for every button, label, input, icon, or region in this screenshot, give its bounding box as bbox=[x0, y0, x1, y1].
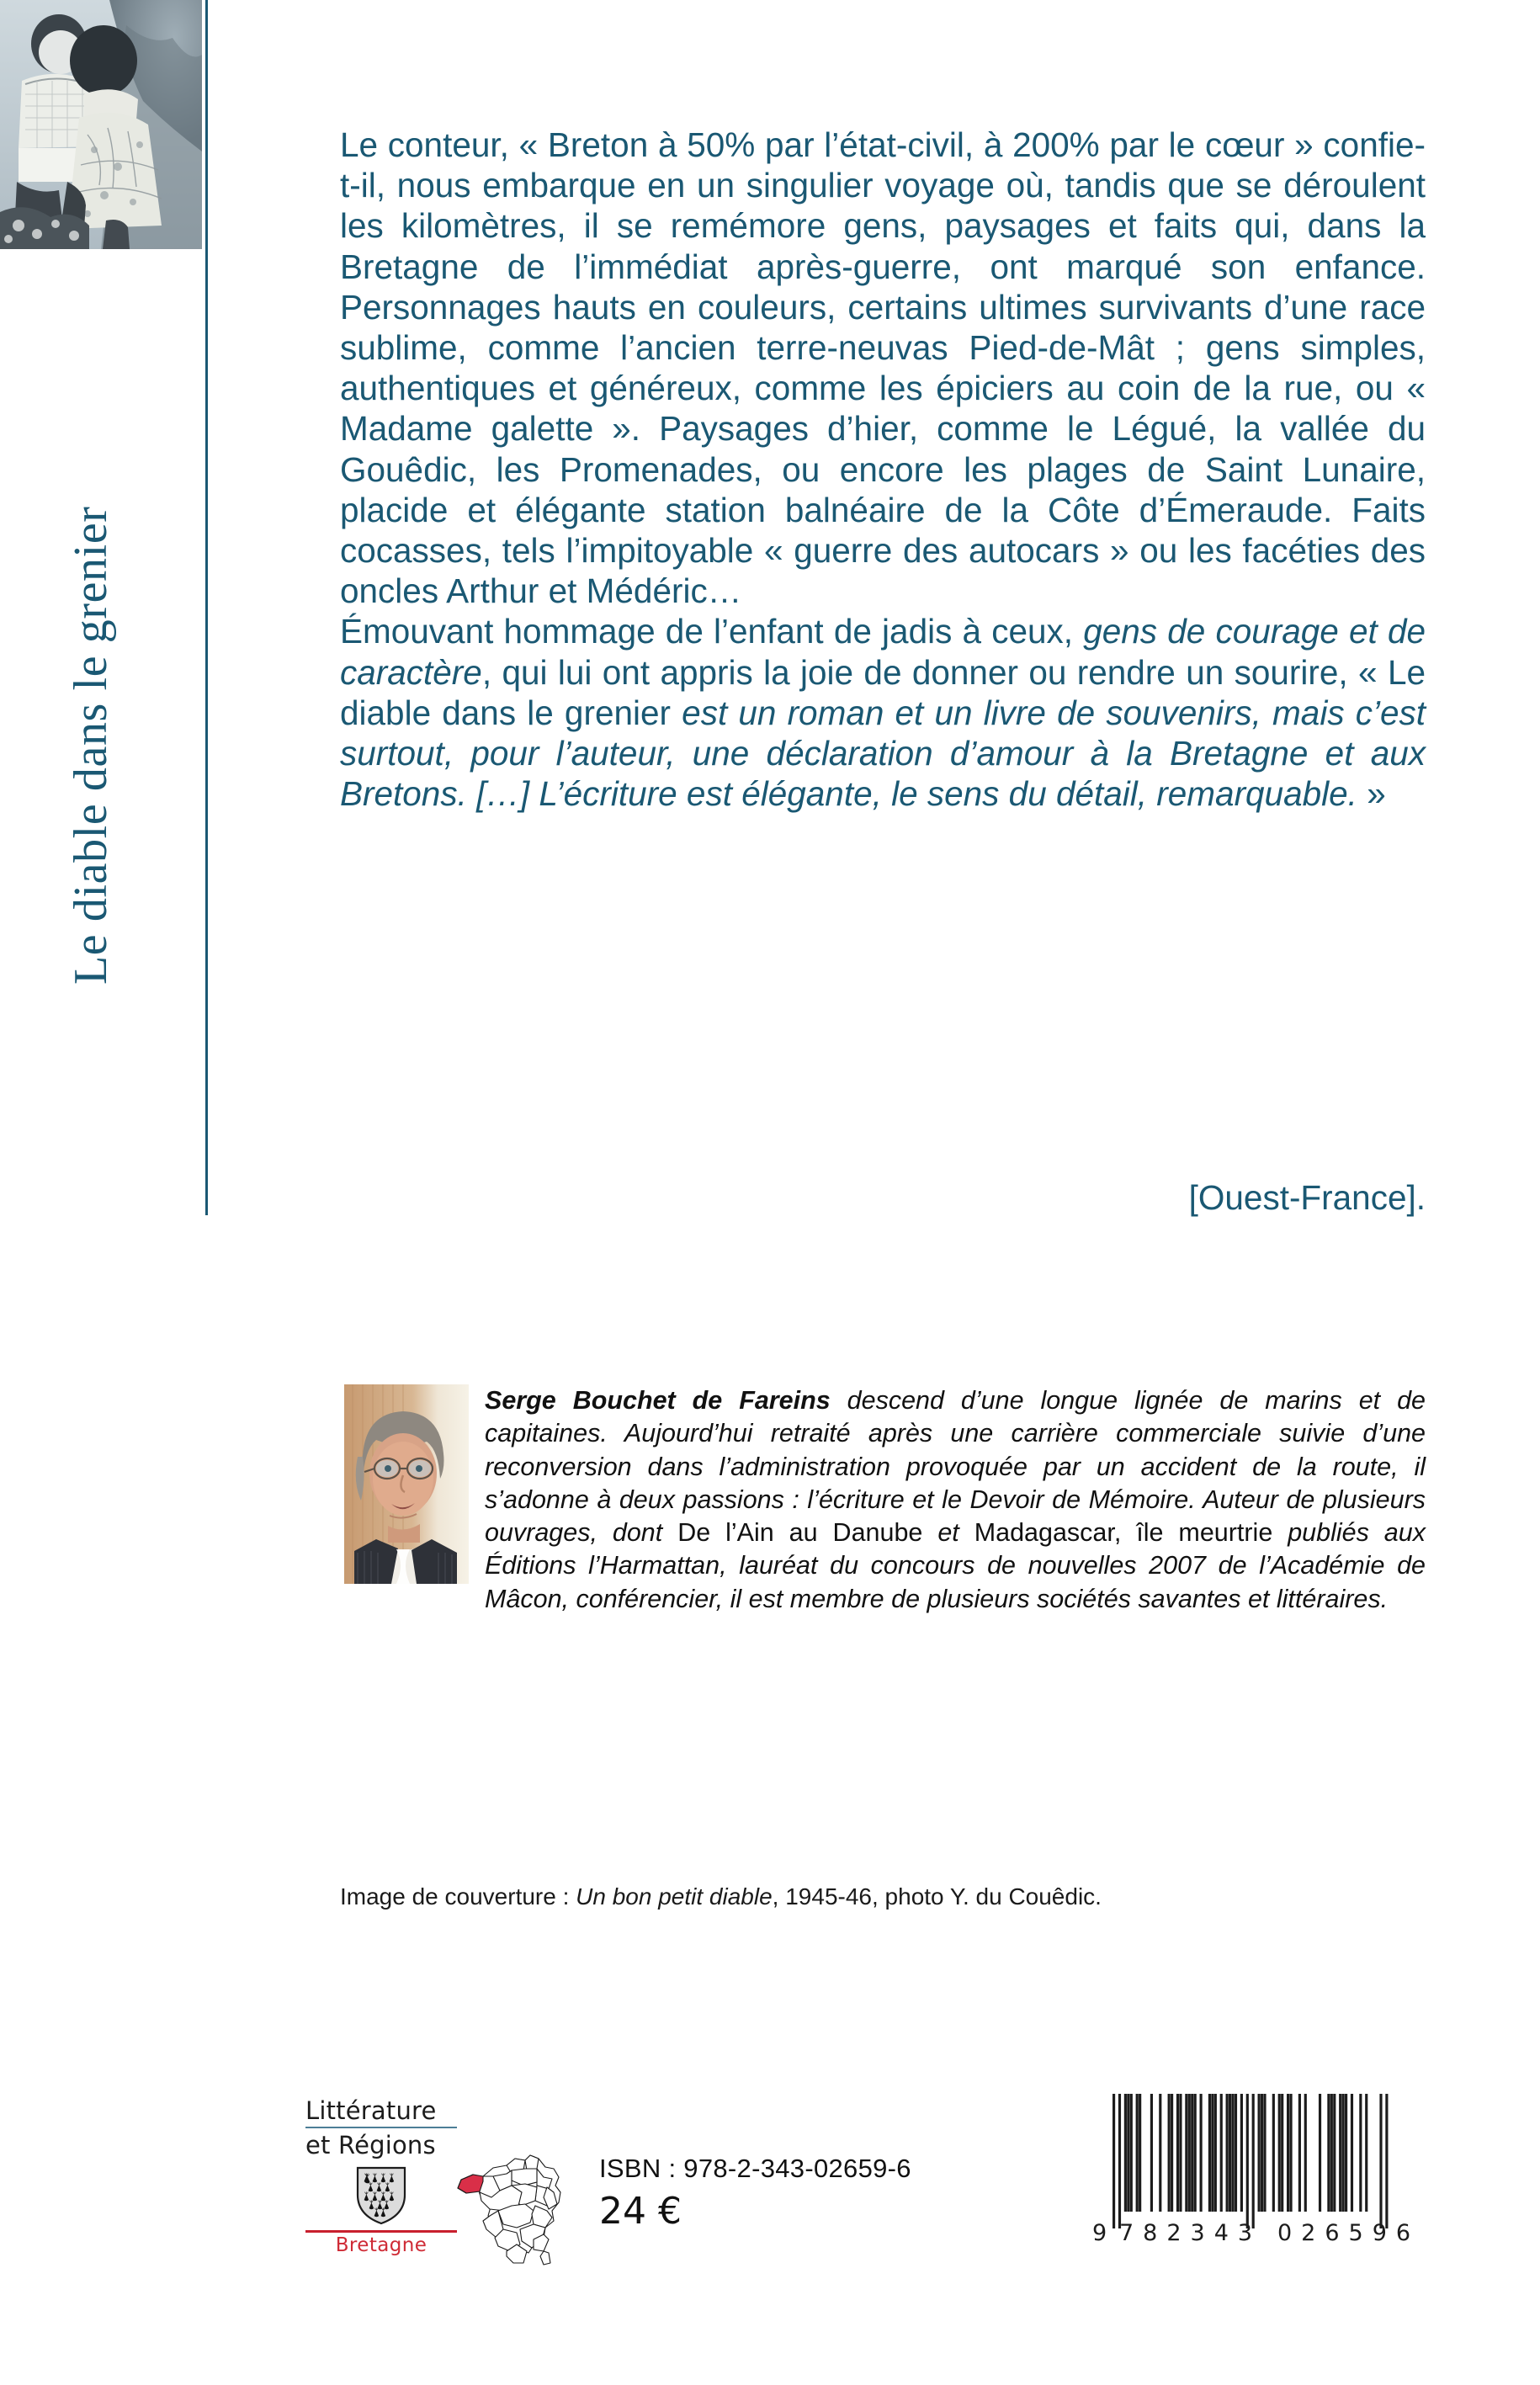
blurb-p1-text: Le conteur, « Breton à 50% par l’état-civil, à 200% par le cœur » confie-t-il, nous embarque en un singulier voyage où, tandis que se déroulent les kilomètres, il se remémore gens, paysages et faits qui, dans la Bretagne de l’immédiat après-guerre, ont marqué son enfance. Personnages hauts en couleurs, certains ultimes survivants d’une race sublime, comme l’ancien terre-neuvas Pied-de-Mât ; gens simples, authentiques et généreux, comme les épiciers au coin de la rue, ou « Madame galette ». Paysages d’hier, comme le Légué, la vallée du Gouêdic, les Promenades, ou encore les plages de Saint Lunaire, placide et élégante station balnéaire de la Côte d’Émeraude. Faits cocasses, tels l’impitoyable « guerre des autocars » ou les facéties des oncles Arthur et Médéric… bbox=[340, 125, 1426, 611]
blurb-p2-seg-2: gens de courage et de caractère bbox=[340, 612, 1426, 692]
blurb-p2-seg-1: Émouvant hommage de l’enfant de jadis à ceux, bbox=[340, 612, 1084, 651]
barcode-digit-lead: 9 bbox=[1092, 2220, 1107, 2246]
ermine-shield-icon bbox=[355, 2165, 407, 2226]
bio-work-title-2: Madagascar, île meurtrie bbox=[974, 1518, 1273, 1548]
credit-prefix: Image de couverture : bbox=[340, 1883, 576, 1910]
bio-seg-1: descend d’une longue lignée de marins et de capitaines. Aujourd’hui retraité après une carrière commerciale suivie d’une reconversion dans l’administration provoquée par un accident de la route, il s’adonne à deux passions : l’écriture et le Devoir de Mémoire. Auteur de plusieurs ouvrages, dont bbox=[485, 1386, 1426, 1548]
spine-title-container bbox=[57, 210, 125, 985]
bio-seg-3: publiés aux Éditions l’Harmattan, lauréat du concours de nouvelles 2007 de l’Académie de Mâcon, conférencier, il est membre de plusieurs sociétés savantes et littéraires. bbox=[485, 1518, 1426, 1613]
isbn-text: ISBN : 978-2-343-02659-6 bbox=[599, 2154, 911, 2183]
france-map-icon bbox=[454, 2139, 572, 2270]
price-text: 24 € bbox=[599, 2190, 682, 2233]
collection-region-label: Bretagne bbox=[335, 2234, 427, 2256]
spine-title: Le diable dans le grenier bbox=[65, 506, 117, 985]
blurb-paragraph-1 bbox=[340, 125, 1426, 611]
back-cover-blurb bbox=[340, 125, 1426, 814]
footer bbox=[0, 2079, 1540, 2331]
collection-line-1: Littérature bbox=[305, 2096, 437, 2125]
blurb-p2-seg-5: » bbox=[1357, 774, 1386, 814]
blurb-source-attribution: [Ouest-France]. bbox=[1188, 1178, 1426, 1217]
collection-red-rule bbox=[305, 2230, 457, 2233]
cover-image-credit bbox=[340, 1883, 1426, 1911]
collection-blue-rule bbox=[305, 2127, 457, 2128]
bio-seg-2: et bbox=[922, 1518, 974, 1548]
ean13-barcode bbox=[1091, 2079, 1444, 2247]
bio-work-title-1: De l’Ain au Danube bbox=[677, 1518, 923, 1548]
barcode-digits-right: 026596 bbox=[1277, 2220, 1421, 2246]
author-biography bbox=[340, 1384, 1426, 1616]
blurb-paragraph-2 bbox=[340, 611, 1426, 814]
blurb-p2-seg-4: est un roman et un livre de souvenirs, mais c’est surtout, pour l’auteur, une déclaration d’amour à la Bretagne et aux Bretons. […] L’écriture est élégante, le sens du détail, remarquable. bbox=[340, 693, 1426, 814]
blurb-p2-seg-3: , qui lui ont appris la joie de donner ou rendre un sourire, « Le diable dans le grenier bbox=[340, 652, 1426, 732]
barcode-digits-left: 782343 bbox=[1119, 2220, 1262, 2246]
spine-column bbox=[0, 0, 209, 2385]
isbn-price-block bbox=[599, 2153, 911, 2235]
spine-divider-rule bbox=[205, 0, 208, 1215]
collection-line-2: et Régions bbox=[305, 2131, 436, 2159]
author-name: Serge Bouchet de Fareins bbox=[485, 1386, 831, 1415]
credit-title: Un bon petit diable bbox=[576, 1883, 773, 1910]
credit-suffix: , 1945-46, photo Y. du Couêdic. bbox=[772, 1883, 1102, 1910]
barcode-graphic bbox=[1091, 2079, 1444, 2247]
publisher-collection-logo bbox=[305, 2096, 457, 2256]
author-portrait-spacer bbox=[340, 1384, 485, 1586]
